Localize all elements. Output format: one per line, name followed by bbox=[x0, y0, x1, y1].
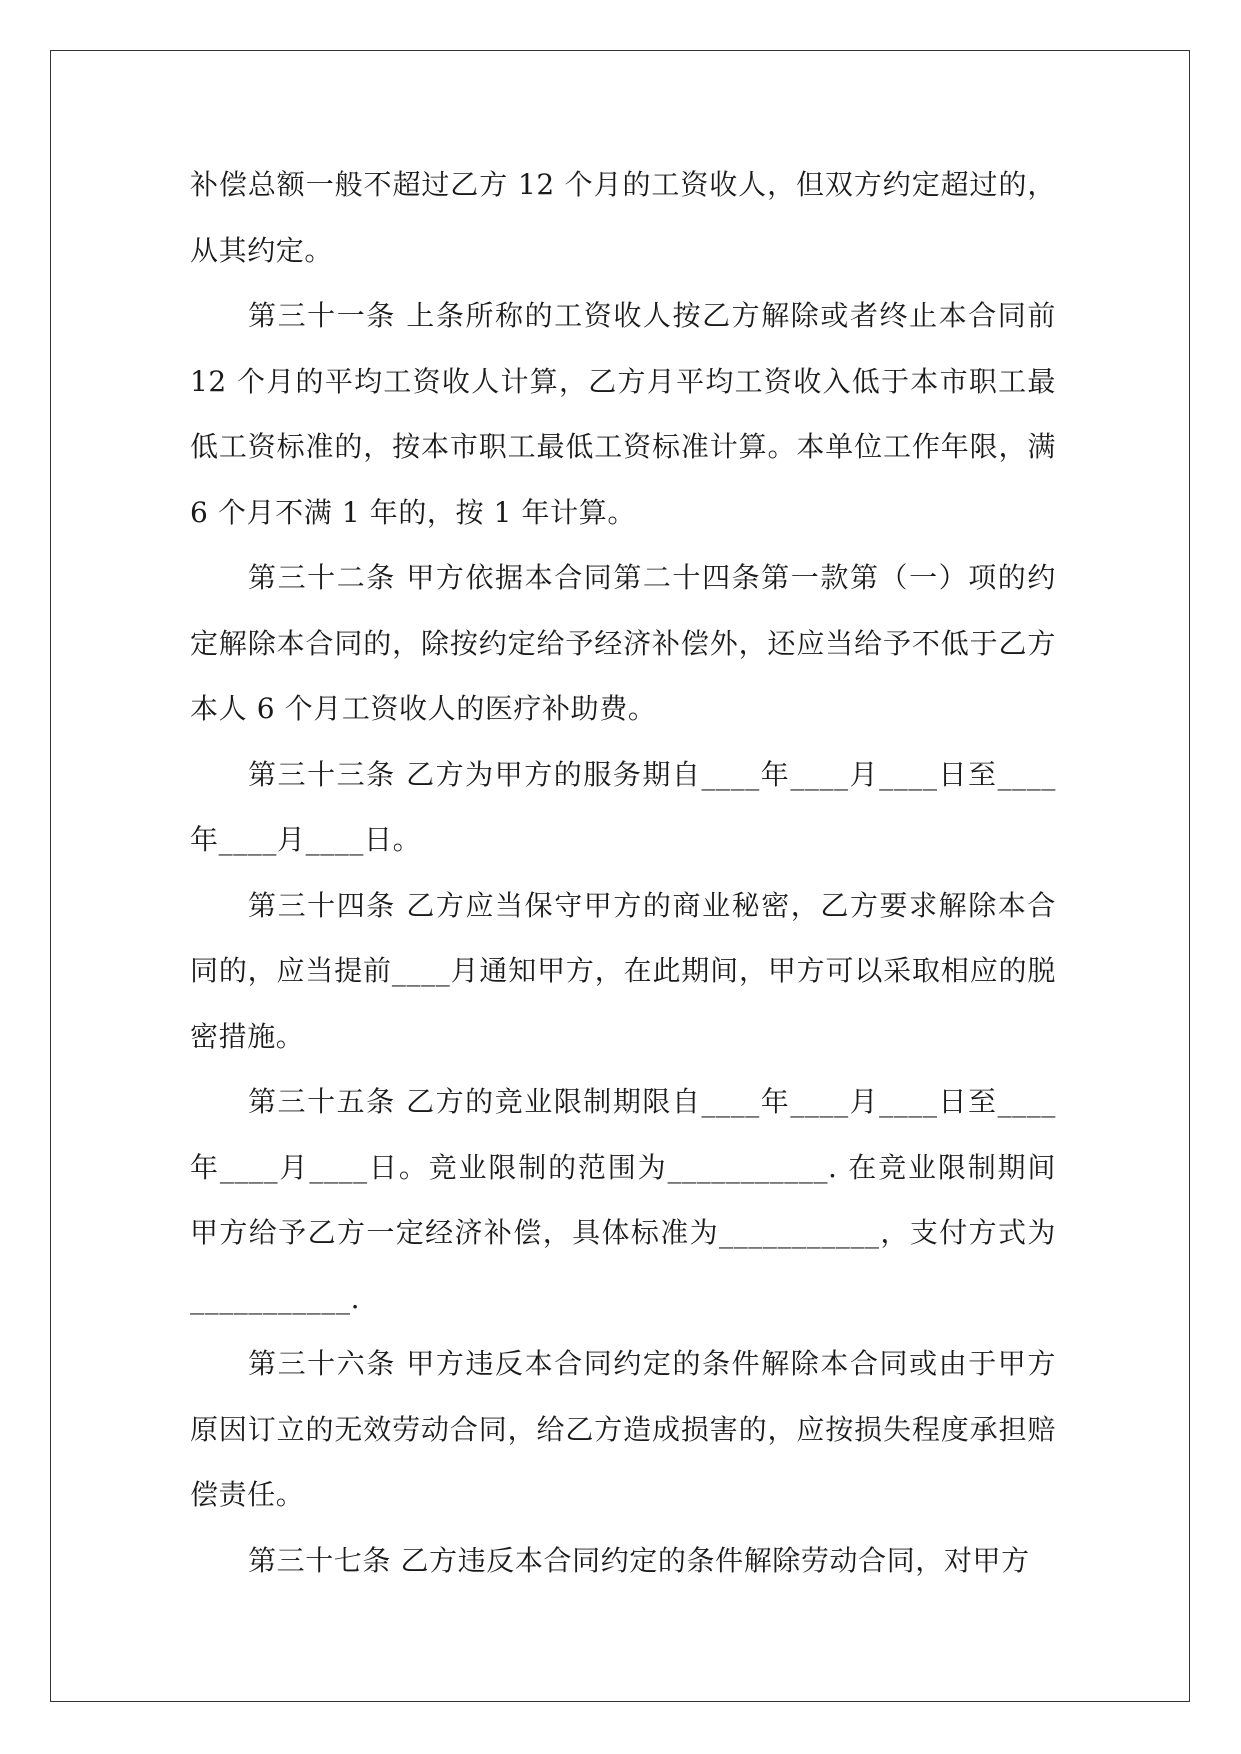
paragraph-compensation-cap: 补偿总额一般不超过乙方 12 个月的工资收人，但双方约定超过的，从其约定。 bbox=[190, 168, 1056, 267]
paragraph-article-37: 第三十七条 乙方违反本合同约定的条件解除劳动合同，对甲方 bbox=[248, 1543, 1030, 1577]
paragraph-article-34: 第三十四条 乙方应当保守甲方的商业秘密，乙方要求解除本合同的，应当提前____月通知甲方，在此期间，甲方可以采取相应的脱密措施。 bbox=[190, 888, 1056, 1053]
paragraph-article-35: 第三十五条 乙方的竞业限制期限自____年____月____日至____年____月____日。竞业限制的范围为___________. 在竞业限制期间甲方给予乙方一定经济补偿，具体标准为___________，支付方式为___________. bbox=[190, 1085, 1056, 1315]
paragraph-article-33: 第三十三条 乙方为甲方的服务期自____年____月____日至____年____月____日。 bbox=[190, 757, 1056, 856]
paragraph-article-31: 第三十一条 上条所称的工资收人按乙方解除或者终止本合同前 12 个月的平均工资收人计算，乙方月平均工资收入低于本市职工最低工资标准的，按本市职工最低工资标准计算。本单位工作年限，满 6 个月不满 1 年的，按 1 年计算。 bbox=[190, 299, 1056, 529]
paragraph-article-32: 第三十二条 甲方依据本合同第二十四条第一款第（一）项的约定解除本合同的，除按约定给予经济补偿外，还应当给予不低于乙方本人 6 个月工资收人的医疗补助费。 bbox=[190, 561, 1056, 725]
paragraph-article-36: 第三十六条 甲方违反本合同约定的条件解除本合同或由于甲方原因订立的无效劳动合同，给乙方造成损害的，应按损失程度承担赔偿责任。 bbox=[190, 1347, 1056, 1511]
document-body bbox=[190, 152, 1056, 1593]
